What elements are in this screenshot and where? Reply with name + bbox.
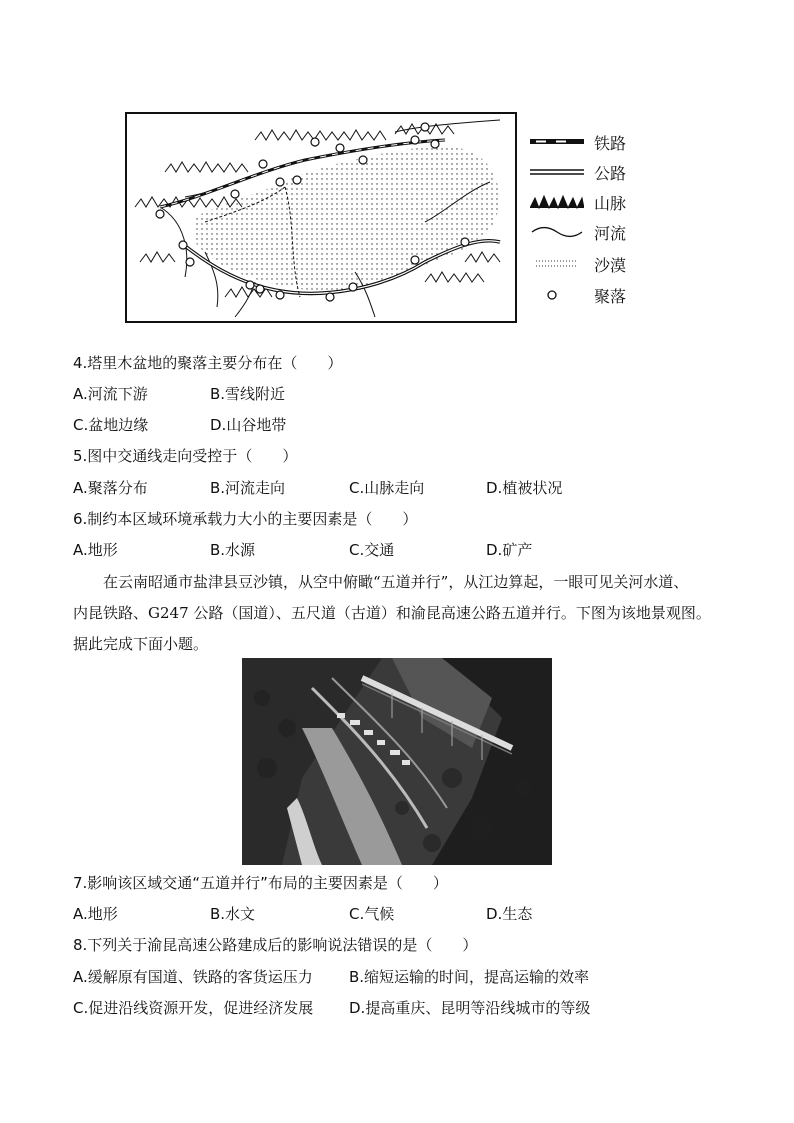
question-6-stem: 6.制约本区域环境承载力大小的主要因素是（ ） [73,510,418,528]
legend-desert [530,252,626,276]
legend-label-railway: 铁路 [594,133,627,153]
question-4-stem: 4.塔里木盆地的聚落主要分布在（ ） [73,354,343,372]
question-6-option-a[interactable]: A.地形 [73,541,118,559]
railway-icon [530,132,584,152]
mountain-icon [530,192,584,212]
legend-highway [530,160,626,184]
question-5-option-b[interactable]: B.河流走向 [210,479,286,497]
desert-area [195,146,499,291]
legend-label-highway: 公路 [594,163,627,183]
question-8-option-b[interactable]: B.缩短运输的时间，提高运输的效率 [349,968,590,986]
desert-icon [530,254,584,274]
question-8-option-c[interactable]: C.促进沿线资源开发，促进经济发展 [73,999,314,1017]
legend-railway [530,130,626,154]
question-6-option-b[interactable]: B.水源 [210,541,256,559]
question-7-stem: 7.影响该区域交通“五道并行”布局的主要因素是（ ） [73,874,448,892]
question-8-option-a[interactable]: A.缓解原有国道、铁路的客货运压力 [73,968,313,986]
landscape-photo [242,658,552,865]
question-5-option-c[interactable]: C.山脉走向 [349,479,425,497]
question-7-option-a[interactable]: A.地形 [73,905,118,923]
question-7-option-d[interactable]: D.生态 [486,905,533,923]
legend-label-river: 河流 [594,223,627,243]
question-4-option-c[interactable]: C.盆地边缘 [73,416,149,434]
passage-line-3: 据此完成下面小题。 [73,635,209,653]
question-6-option-c[interactable]: C.交通 [349,541,395,559]
legend-label-settlement: 聚落 [594,286,627,306]
legend-settlement [530,283,626,307]
question-8-option-d[interactable]: D.提高重庆、昆明等沿线城市的等级 [349,999,591,1017]
landscape-photo-drawing [242,658,552,865]
legend-label-mountain: 山脉 [594,193,627,213]
passage-line-1: 在云南昭通市盐津县豆沙镇，从空中俯瞰“五道并行”，从江边算起，一眼可见关河水道、 [103,573,689,591]
river-icon [530,222,584,242]
question-7-option-b[interactable]: B.水文 [210,905,256,923]
question-8-stem: 8.下列关于渝昆高速公路建成后的影响说法错误的是（ ） [73,936,478,954]
question-6-option-d[interactable]: D.矿产 [486,541,533,559]
highway-icon [530,162,584,182]
reading-passage [73,572,723,654]
question-7-option-c[interactable]: C.气候 [349,905,395,923]
legend-river [530,220,626,244]
question-5-option-d[interactable]: D.植被状况 [486,479,563,497]
question-4-option-a[interactable]: A.河流下游 [73,385,148,403]
question-5-option-a[interactable]: A.聚落分布 [73,479,148,497]
question-4-option-d[interactable]: D.山谷地带 [210,416,287,434]
legend-label-desert: 沙漠 [594,255,627,275]
question-5-stem: 5.图中交通线走向受控于（ ） [73,447,298,465]
legend-mountain [530,190,626,214]
question-4-option-b[interactable]: B.雪线附近 [210,385,286,403]
passage-line-2: 内昆铁路、G247 公路（国道）、五尺道（古道）和渝昆高速公路五道并行。下图为该地景观图。 [73,604,711,622]
tarim-basin-map [125,112,517,323]
settlement-icon [530,285,584,305]
map-drawing [125,112,517,323]
